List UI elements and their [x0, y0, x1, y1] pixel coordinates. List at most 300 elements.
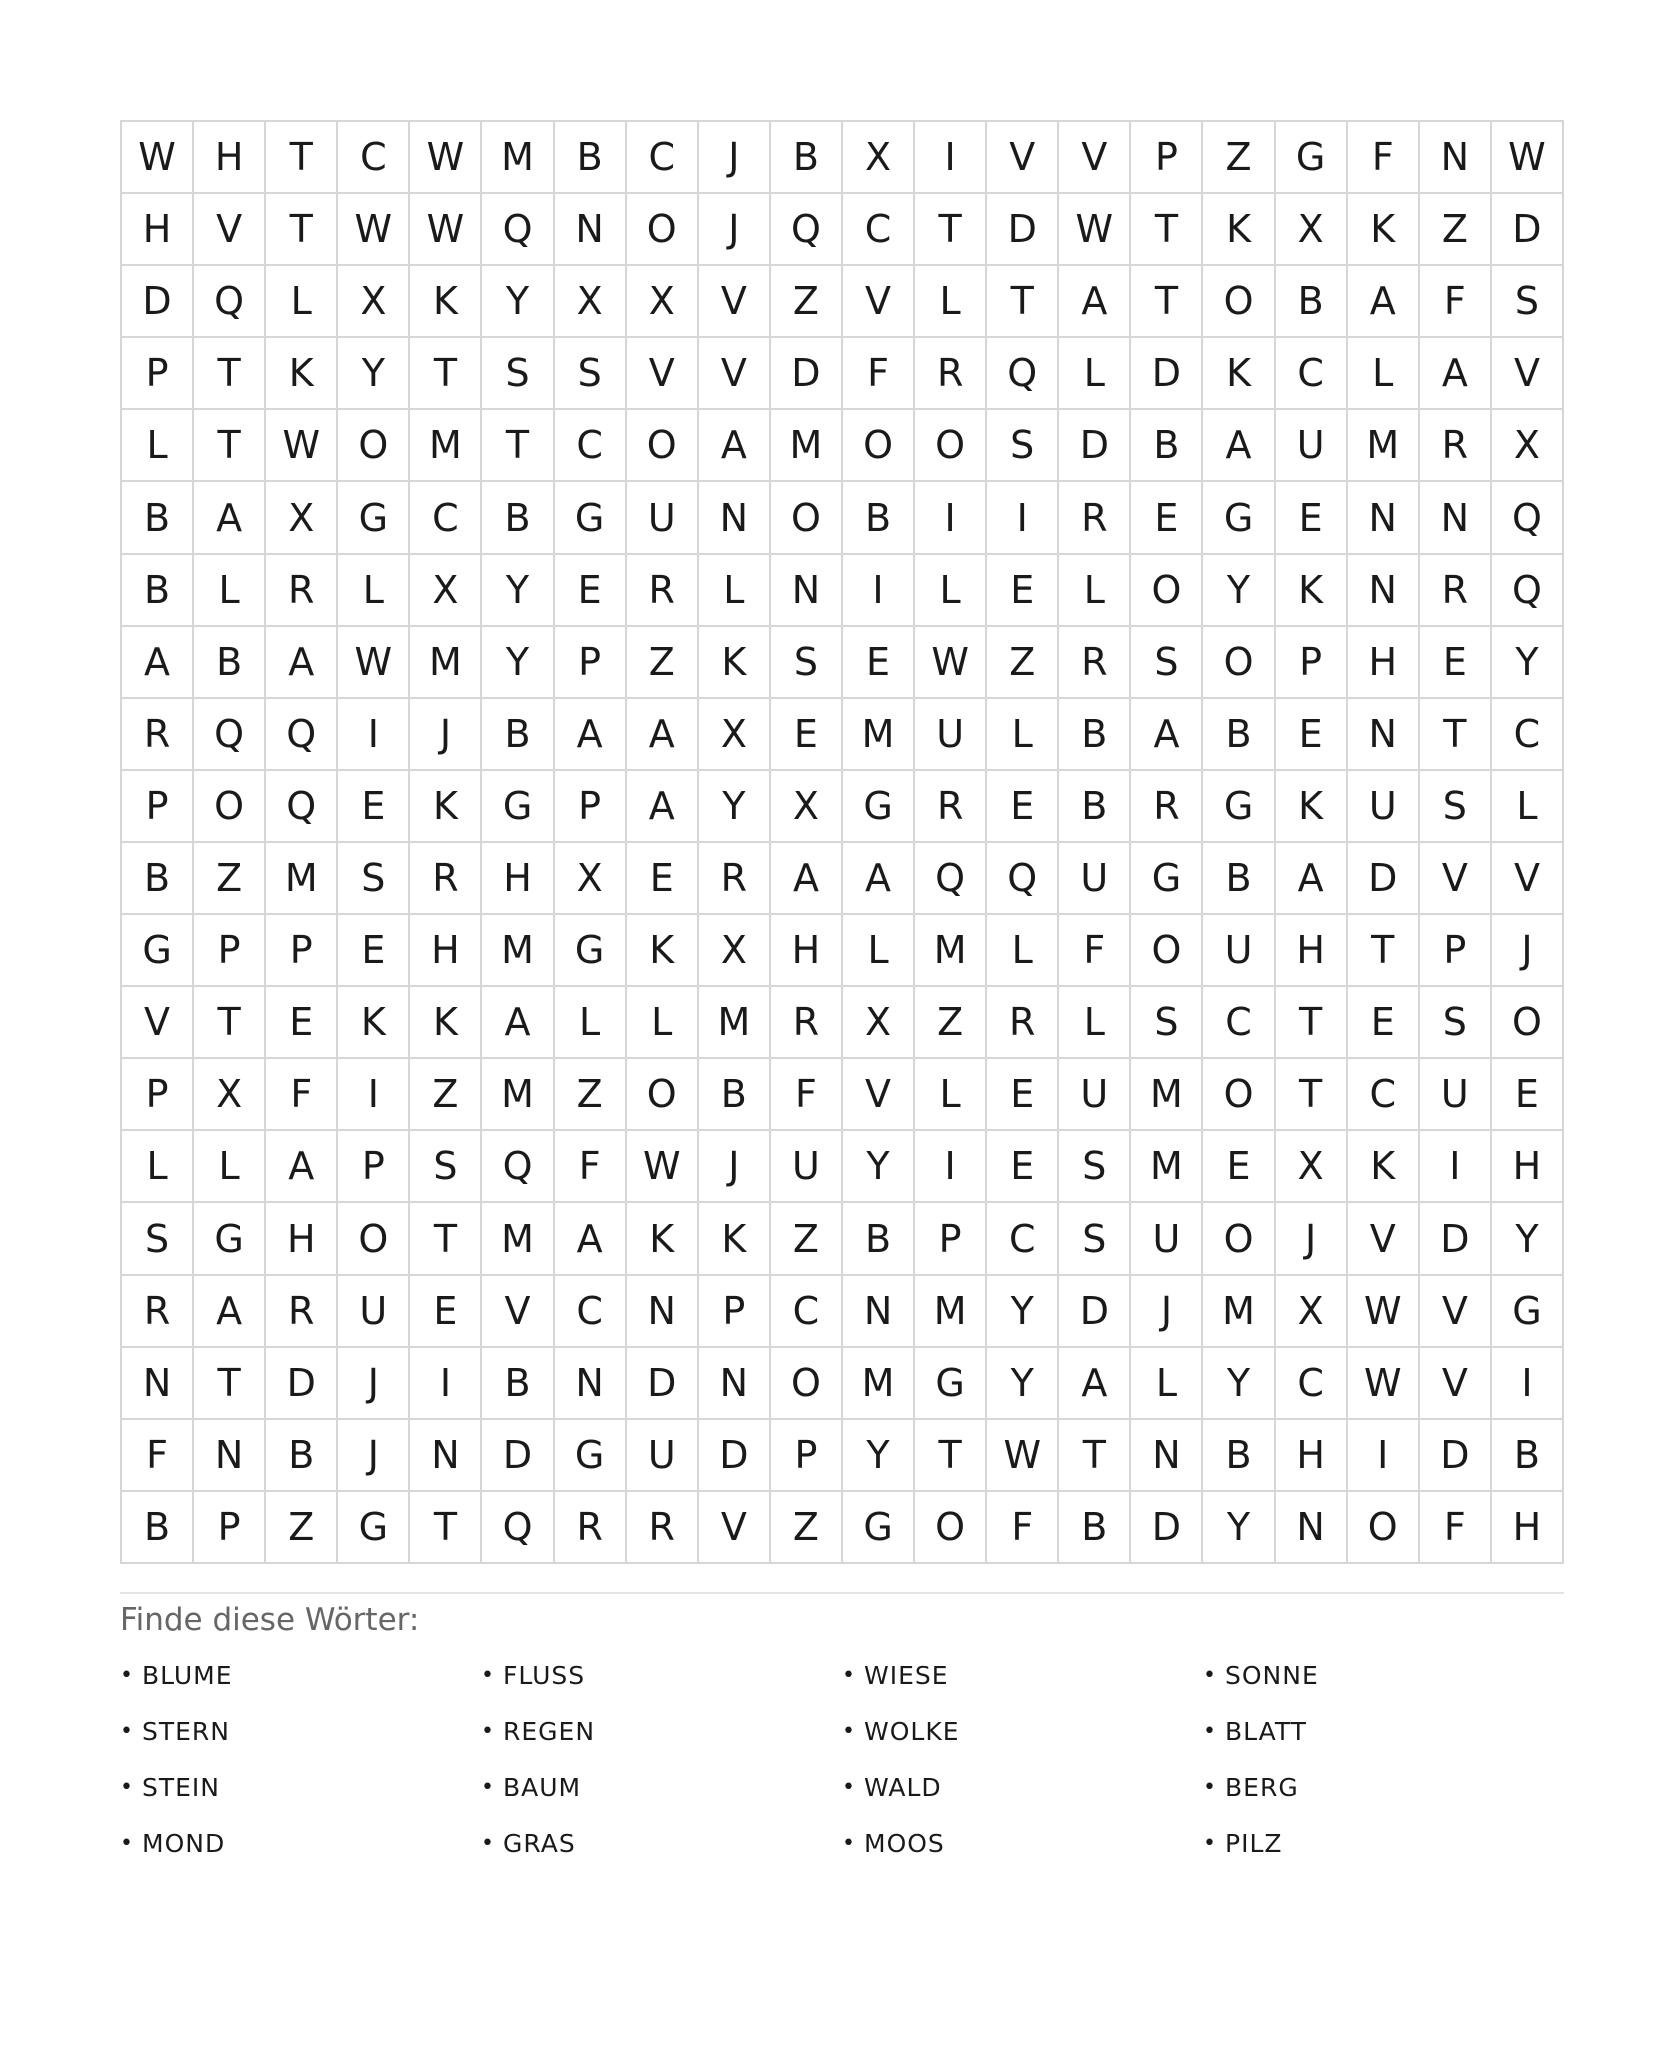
- grid-cell-r2-c10[interactable]: Q: [771, 194, 843, 266]
- grid-cell-r3-c10[interactable]: Z: [771, 266, 843, 338]
- grid-cell-r5-c7[interactable]: C: [555, 410, 627, 482]
- grid-cell-r17-c17[interactable]: X: [1276, 1276, 1348, 1348]
- grid-cell-r15-c4[interactable]: P: [338, 1131, 410, 1203]
- grid-cell-r20-c2[interactable]: P: [194, 1492, 266, 1564]
- grid-cell-r9-c10[interactable]: E: [771, 699, 843, 771]
- grid-cell-r5-c18[interactable]: M: [1348, 410, 1420, 482]
- grid-cell-r17-c3[interactable]: R: [266, 1276, 338, 1348]
- grid-cell-r11-c19[interactable]: V: [1420, 843, 1492, 915]
- grid-cell-r17-c7[interactable]: C: [555, 1276, 627, 1348]
- grid-cell-r6-c17[interactable]: E: [1276, 482, 1348, 554]
- grid-cell-r17-c11[interactable]: N: [843, 1276, 915, 1348]
- grid-cell-r5-c15[interactable]: B: [1131, 410, 1203, 482]
- grid-cell-r6-c15[interactable]: E: [1131, 482, 1203, 554]
- grid-cell-r19-c7[interactable]: G: [555, 1420, 627, 1492]
- grid-cell-r16-c14[interactable]: S: [1059, 1203, 1131, 1275]
- grid-cell-r8-c10[interactable]: S: [771, 627, 843, 699]
- grid-cell-r1-c11[interactable]: X: [843, 122, 915, 194]
- grid-cell-r7-c17[interactable]: K: [1276, 555, 1348, 627]
- grid-cell-r18-c12[interactable]: G: [915, 1348, 987, 1420]
- grid-cell-r2-c11[interactable]: C: [843, 194, 915, 266]
- grid-cell-r13-c9[interactable]: M: [699, 987, 771, 1059]
- grid-cell-r10-c20[interactable]: L: [1492, 771, 1564, 843]
- grid-cell-r15-c9[interactable]: J: [699, 1131, 771, 1203]
- grid-cell-r13-c11[interactable]: X: [843, 987, 915, 1059]
- grid-cell-r7-c6[interactable]: Y: [482, 555, 554, 627]
- grid-cell-r8-c2[interactable]: B: [194, 627, 266, 699]
- grid-cell-r6-c12[interactable]: I: [915, 482, 987, 554]
- grid-cell-r14-c14[interactable]: U: [1059, 1059, 1131, 1131]
- grid-cell-r15-c16[interactable]: E: [1203, 1131, 1275, 1203]
- grid-cell-r14-c13[interactable]: E: [987, 1059, 1059, 1131]
- grid-cell-r15-c1[interactable]: L: [122, 1131, 194, 1203]
- grid-cell-r20-c1[interactable]: B: [122, 1492, 194, 1564]
- grid-cell-r4-c8[interactable]: V: [627, 338, 699, 410]
- grid-cell-r14-c16[interactable]: O: [1203, 1059, 1275, 1131]
- grid-cell-r15-c13[interactable]: E: [987, 1131, 1059, 1203]
- grid-cell-r5-c17[interactable]: U: [1276, 410, 1348, 482]
- grid-cell-r5-c8[interactable]: O: [627, 410, 699, 482]
- grid-cell-r3-c20[interactable]: S: [1492, 266, 1564, 338]
- grid-cell-r15-c15[interactable]: M: [1131, 1131, 1203, 1203]
- grid-cell-r1-c20[interactable]: W: [1492, 122, 1564, 194]
- grid-cell-r10-c6[interactable]: G: [482, 771, 554, 843]
- grid-cell-r14-c1[interactable]: P: [122, 1059, 194, 1131]
- grid-cell-r19-c9[interactable]: D: [699, 1420, 771, 1492]
- grid-cell-r19-c20[interactable]: B: [1492, 1420, 1564, 1492]
- grid-cell-r17-c19[interactable]: V: [1420, 1276, 1492, 1348]
- grid-cell-r12-c9[interactable]: X: [699, 915, 771, 987]
- grid-cell-r5-c5[interactable]: M: [410, 410, 482, 482]
- grid-cell-r8-c19[interactable]: E: [1420, 627, 1492, 699]
- grid-cell-r17-c20[interactable]: G: [1492, 1276, 1564, 1348]
- grid-cell-r6-c2[interactable]: A: [194, 482, 266, 554]
- grid-cell-r6-c14[interactable]: R: [1059, 482, 1131, 554]
- grid-cell-r16-c9[interactable]: K: [699, 1203, 771, 1275]
- grid-cell-r14-c8[interactable]: O: [627, 1059, 699, 1131]
- grid-cell-r16-c6[interactable]: M: [482, 1203, 554, 1275]
- grid-cell-r8-c7[interactable]: P: [555, 627, 627, 699]
- grid-cell-r8-c6[interactable]: Y: [482, 627, 554, 699]
- grid-cell-r7-c13[interactable]: E: [987, 555, 1059, 627]
- grid-cell-r8-c12[interactable]: W: [915, 627, 987, 699]
- grid-cell-r16-c12[interactable]: P: [915, 1203, 987, 1275]
- grid-cell-r15-c20[interactable]: H: [1492, 1131, 1564, 1203]
- grid-cell-r3-c12[interactable]: L: [915, 266, 987, 338]
- grid-cell-r1-c3[interactable]: T: [266, 122, 338, 194]
- grid-cell-r1-c1[interactable]: W: [122, 122, 194, 194]
- grid-cell-r1-c8[interactable]: C: [627, 122, 699, 194]
- grid-cell-r9-c19[interactable]: T: [1420, 699, 1492, 771]
- grid-cell-r1-c15[interactable]: P: [1131, 122, 1203, 194]
- grid-cell-r5-c3[interactable]: W: [266, 410, 338, 482]
- grid-cell-r18-c3[interactable]: D: [266, 1348, 338, 1420]
- grid-cell-r6-c7[interactable]: G: [555, 482, 627, 554]
- grid-cell-r17-c15[interactable]: J: [1131, 1276, 1203, 1348]
- grid-cell-r15-c12[interactable]: I: [915, 1131, 987, 1203]
- grid-cell-r8-c4[interactable]: W: [338, 627, 410, 699]
- grid-cell-r15-c19[interactable]: I: [1420, 1131, 1492, 1203]
- grid-cell-r12-c16[interactable]: U: [1203, 915, 1275, 987]
- grid-cell-r10-c18[interactable]: U: [1348, 771, 1420, 843]
- grid-cell-r5-c4[interactable]: O: [338, 410, 410, 482]
- grid-cell-r12-c15[interactable]: O: [1131, 915, 1203, 987]
- grid-cell-r15-c17[interactable]: X: [1276, 1131, 1348, 1203]
- grid-cell-r10-c9[interactable]: Y: [699, 771, 771, 843]
- grid-cell-r9-c13[interactable]: L: [987, 699, 1059, 771]
- grid-cell-r11-c11[interactable]: A: [843, 843, 915, 915]
- grid-cell-r2-c19[interactable]: Z: [1420, 194, 1492, 266]
- grid-cell-r14-c9[interactable]: B: [699, 1059, 771, 1131]
- grid-cell-r7-c3[interactable]: R: [266, 555, 338, 627]
- grid-cell-r6-c6[interactable]: B: [482, 482, 554, 554]
- grid-cell-r20-c17[interactable]: N: [1276, 1492, 1348, 1564]
- grid-cell-r13-c15[interactable]: S: [1131, 987, 1203, 1059]
- grid-cell-r5-c14[interactable]: D: [1059, 410, 1131, 482]
- grid-cell-r2-c16[interactable]: K: [1203, 194, 1275, 266]
- grid-cell-r9-c11[interactable]: M: [843, 699, 915, 771]
- grid-cell-r2-c8[interactable]: O: [627, 194, 699, 266]
- grid-cell-r7-c18[interactable]: N: [1348, 555, 1420, 627]
- grid-cell-r5-c16[interactable]: A: [1203, 410, 1275, 482]
- grid-cell-r2-c15[interactable]: T: [1131, 194, 1203, 266]
- grid-cell-r1-c2[interactable]: H: [194, 122, 266, 194]
- grid-cell-r16-c7[interactable]: A: [555, 1203, 627, 1275]
- grid-cell-r13-c1[interactable]: V: [122, 987, 194, 1059]
- grid-cell-r3-c15[interactable]: T: [1131, 266, 1203, 338]
- grid-cell-r1-c5[interactable]: W: [410, 122, 482, 194]
- grid-cell-r20-c3[interactable]: Z: [266, 1492, 338, 1564]
- grid-cell-r10-c2[interactable]: O: [194, 771, 266, 843]
- grid-cell-r7-c2[interactable]: L: [194, 555, 266, 627]
- grid-cell-r8-c9[interactable]: K: [699, 627, 771, 699]
- grid-cell-r7-c14[interactable]: L: [1059, 555, 1131, 627]
- grid-cell-r8-c18[interactable]: H: [1348, 627, 1420, 699]
- grid-cell-r15-c2[interactable]: L: [194, 1131, 266, 1203]
- grid-cell-r18-c6[interactable]: B: [482, 1348, 554, 1420]
- grid-cell-r3-c5[interactable]: K: [410, 266, 482, 338]
- grid-cell-r12-c6[interactable]: M: [482, 915, 554, 987]
- grid-cell-r20-c13[interactable]: F: [987, 1492, 1059, 1564]
- grid-cell-r2-c7[interactable]: N: [555, 194, 627, 266]
- grid-cell-r20-c11[interactable]: G: [843, 1492, 915, 1564]
- grid-cell-r8-c16[interactable]: O: [1203, 627, 1275, 699]
- grid-cell-r19-c19[interactable]: D: [1420, 1420, 1492, 1492]
- grid-cell-r17-c2[interactable]: A: [194, 1276, 266, 1348]
- grid-cell-r1-c17[interactable]: G: [1276, 122, 1348, 194]
- grid-cell-r18-c13[interactable]: Y: [987, 1348, 1059, 1420]
- grid-cell-r19-c5[interactable]: N: [410, 1420, 482, 1492]
- grid-cell-r14-c7[interactable]: Z: [555, 1059, 627, 1131]
- grid-cell-r1-c18[interactable]: F: [1348, 122, 1420, 194]
- grid-cell-r4-c20[interactable]: V: [1492, 338, 1564, 410]
- grid-cell-r11-c13[interactable]: Q: [987, 843, 1059, 915]
- grid-cell-r7-c11[interactable]: I: [843, 555, 915, 627]
- grid-cell-r12-c17[interactable]: H: [1276, 915, 1348, 987]
- grid-cell-r20-c7[interactable]: R: [555, 1492, 627, 1564]
- grid-cell-r9-c9[interactable]: X: [699, 699, 771, 771]
- grid-cell-r4-c19[interactable]: A: [1420, 338, 1492, 410]
- grid-cell-r9-c17[interactable]: E: [1276, 699, 1348, 771]
- grid-cell-r11-c14[interactable]: U: [1059, 843, 1131, 915]
- grid-cell-r11-c9[interactable]: R: [699, 843, 771, 915]
- grid-cell-r18-c4[interactable]: J: [338, 1348, 410, 1420]
- grid-cell-r8-c8[interactable]: Z: [627, 627, 699, 699]
- grid-cell-r13-c4[interactable]: K: [338, 987, 410, 1059]
- grid-cell-r2-c20[interactable]: D: [1492, 194, 1564, 266]
- grid-cell-r11-c5[interactable]: R: [410, 843, 482, 915]
- grid-cell-r8-c11[interactable]: E: [843, 627, 915, 699]
- grid-cell-r13-c18[interactable]: E: [1348, 987, 1420, 1059]
- grid-cell-r8-c5[interactable]: M: [410, 627, 482, 699]
- grid-cell-r19-c16[interactable]: B: [1203, 1420, 1275, 1492]
- grid-cell-r4-c12[interactable]: R: [915, 338, 987, 410]
- grid-cell-r1-c19[interactable]: N: [1420, 122, 1492, 194]
- grid-cell-r15-c10[interactable]: U: [771, 1131, 843, 1203]
- grid-cell-r13-c13[interactable]: R: [987, 987, 1059, 1059]
- grid-cell-r4-c16[interactable]: K: [1203, 338, 1275, 410]
- grid-cell-r6-c18[interactable]: N: [1348, 482, 1420, 554]
- grid-cell-r12-c14[interactable]: F: [1059, 915, 1131, 987]
- grid-cell-r9-c16[interactable]: B: [1203, 699, 1275, 771]
- grid-cell-r3-c3[interactable]: L: [266, 266, 338, 338]
- grid-cell-r12-c12[interactable]: M: [915, 915, 987, 987]
- grid-cell-r4-c18[interactable]: L: [1348, 338, 1420, 410]
- grid-cell-r13-c14[interactable]: L: [1059, 987, 1131, 1059]
- grid-cell-r19-c2[interactable]: N: [194, 1420, 266, 1492]
- grid-cell-r13-c20[interactable]: O: [1492, 987, 1564, 1059]
- grid-cell-r11-c3[interactable]: M: [266, 843, 338, 915]
- grid-cell-r9-c3[interactable]: Q: [266, 699, 338, 771]
- grid-cell-r10-c7[interactable]: P: [555, 771, 627, 843]
- grid-cell-r12-c1[interactable]: G: [122, 915, 194, 987]
- grid-cell-r16-c20[interactable]: Y: [1492, 1203, 1564, 1275]
- grid-cell-r2-c17[interactable]: X: [1276, 194, 1348, 266]
- grid-cell-r18-c16[interactable]: Y: [1203, 1348, 1275, 1420]
- grid-cell-r19-c6[interactable]: D: [482, 1420, 554, 1492]
- grid-cell-r9-c12[interactable]: U: [915, 699, 987, 771]
- grid-cell-r6-c20[interactable]: Q: [1492, 482, 1564, 554]
- grid-cell-r3-c17[interactable]: B: [1276, 266, 1348, 338]
- grid-cell-r12-c3[interactable]: P: [266, 915, 338, 987]
- grid-cell-r1-c14[interactable]: V: [1059, 122, 1131, 194]
- grid-cell-r17-c18[interactable]: W: [1348, 1276, 1420, 1348]
- grid-cell-r1-c16[interactable]: Z: [1203, 122, 1275, 194]
- grid-cell-r13-c6[interactable]: A: [482, 987, 554, 1059]
- grid-cell-r3-c1[interactable]: D: [122, 266, 194, 338]
- grid-cell-r3-c16[interactable]: O: [1203, 266, 1275, 338]
- grid-cell-r3-c6[interactable]: Y: [482, 266, 554, 338]
- grid-cell-r14-c5[interactable]: Z: [410, 1059, 482, 1131]
- grid-cell-r1-c9[interactable]: J: [699, 122, 771, 194]
- grid-cell-r4-c14[interactable]: L: [1059, 338, 1131, 410]
- grid-cell-r16-c5[interactable]: T: [410, 1203, 482, 1275]
- grid-cell-r10-c16[interactable]: G: [1203, 771, 1275, 843]
- grid-cell-r9-c8[interactable]: A: [627, 699, 699, 771]
- grid-cell-r9-c6[interactable]: B: [482, 699, 554, 771]
- grid-cell-r14-c2[interactable]: X: [194, 1059, 266, 1131]
- grid-cell-r14-c19[interactable]: U: [1420, 1059, 1492, 1131]
- grid-cell-r5-c12[interactable]: O: [915, 410, 987, 482]
- grid-cell-r10-c19[interactable]: S: [1420, 771, 1492, 843]
- grid-cell-r6-c13[interactable]: I: [987, 482, 1059, 554]
- grid-cell-r14-c12[interactable]: L: [915, 1059, 987, 1131]
- grid-cell-r8-c20[interactable]: Y: [1492, 627, 1564, 699]
- grid-cell-r9-c15[interactable]: A: [1131, 699, 1203, 771]
- grid-cell-r16-c13[interactable]: C: [987, 1203, 1059, 1275]
- grid-cell-r11-c6[interactable]: H: [482, 843, 554, 915]
- grid-cell-r18-c10[interactable]: O: [771, 1348, 843, 1420]
- grid-cell-r2-c14[interactable]: W: [1059, 194, 1131, 266]
- grid-cell-r13-c7[interactable]: L: [555, 987, 627, 1059]
- grid-cell-r15-c6[interactable]: Q: [482, 1131, 554, 1203]
- grid-cell-r11-c7[interactable]: X: [555, 843, 627, 915]
- grid-cell-r3-c4[interactable]: X: [338, 266, 410, 338]
- grid-cell-r9-c1[interactable]: R: [122, 699, 194, 771]
- grid-cell-r18-c2[interactable]: T: [194, 1348, 266, 1420]
- grid-cell-r3-c11[interactable]: V: [843, 266, 915, 338]
- grid-cell-r1-c13[interactable]: V: [987, 122, 1059, 194]
- grid-cell-r2-c4[interactable]: W: [338, 194, 410, 266]
- grid-cell-r19-c15[interactable]: N: [1131, 1420, 1203, 1492]
- grid-cell-r16-c10[interactable]: Z: [771, 1203, 843, 1275]
- grid-cell-r4-c2[interactable]: T: [194, 338, 266, 410]
- grid-cell-r12-c4[interactable]: E: [338, 915, 410, 987]
- grid-cell-r17-c10[interactable]: C: [771, 1276, 843, 1348]
- grid-cell-r2-c5[interactable]: W: [410, 194, 482, 266]
- grid-cell-r2-c18[interactable]: K: [1348, 194, 1420, 266]
- grid-cell-r17-c1[interactable]: R: [122, 1276, 194, 1348]
- grid-cell-r12-c18[interactable]: T: [1348, 915, 1420, 987]
- grid-cell-r20-c12[interactable]: O: [915, 1492, 987, 1564]
- grid-cell-r3-c7[interactable]: X: [555, 266, 627, 338]
- grid-cell-r13-c16[interactable]: C: [1203, 987, 1275, 1059]
- grid-cell-r17-c5[interactable]: E: [410, 1276, 482, 1348]
- grid-cell-r7-c8[interactable]: R: [627, 555, 699, 627]
- grid-cell-r5-c11[interactable]: O: [843, 410, 915, 482]
- grid-cell-r19-c4[interactable]: J: [338, 1420, 410, 1492]
- grid-cell-r8-c14[interactable]: R: [1059, 627, 1131, 699]
- grid-cell-r9-c18[interactable]: N: [1348, 699, 1420, 771]
- grid-cell-r20-c8[interactable]: R: [627, 1492, 699, 1564]
- grid-cell-r2-c9[interactable]: J: [699, 194, 771, 266]
- grid-cell-r18-c1[interactable]: N: [122, 1348, 194, 1420]
- grid-cell-r10-c15[interactable]: R: [1131, 771, 1203, 843]
- grid-cell-r10-c12[interactable]: R: [915, 771, 987, 843]
- grid-cell-r11-c10[interactable]: A: [771, 843, 843, 915]
- grid-cell-r18-c15[interactable]: L: [1131, 1348, 1203, 1420]
- grid-cell-r1-c10[interactable]: B: [771, 122, 843, 194]
- grid-cell-r4-c7[interactable]: S: [555, 338, 627, 410]
- grid-cell-r7-c7[interactable]: E: [555, 555, 627, 627]
- grid-cell-r19-c13[interactable]: W: [987, 1420, 1059, 1492]
- grid-cell-r20-c15[interactable]: D: [1131, 1492, 1203, 1564]
- grid-cell-r14-c10[interactable]: F: [771, 1059, 843, 1131]
- grid-cell-r2-c3[interactable]: T: [266, 194, 338, 266]
- grid-cell-r3-c14[interactable]: A: [1059, 266, 1131, 338]
- grid-cell-r19-c1[interactable]: F: [122, 1420, 194, 1492]
- grid-cell-r4-c13[interactable]: Q: [987, 338, 1059, 410]
- grid-cell-r19-c12[interactable]: T: [915, 1420, 987, 1492]
- grid-cell-r5-c19[interactable]: R: [1420, 410, 1492, 482]
- grid-cell-r18-c7[interactable]: N: [555, 1348, 627, 1420]
- grid-cell-r5-c1[interactable]: L: [122, 410, 194, 482]
- grid-cell-r5-c20[interactable]: X: [1492, 410, 1564, 482]
- grid-cell-r7-c10[interactable]: N: [771, 555, 843, 627]
- grid-cell-r8-c1[interactable]: A: [122, 627, 194, 699]
- grid-cell-r2-c1[interactable]: H: [122, 194, 194, 266]
- grid-cell-r9-c5[interactable]: J: [410, 699, 482, 771]
- grid-cell-r6-c1[interactable]: B: [122, 482, 194, 554]
- grid-cell-r4-c10[interactable]: D: [771, 338, 843, 410]
- grid-cell-r18-c17[interactable]: C: [1276, 1348, 1348, 1420]
- grid-cell-r4-c15[interactable]: D: [1131, 338, 1203, 410]
- grid-cell-r16-c17[interactable]: J: [1276, 1203, 1348, 1275]
- grid-cell-r6-c9[interactable]: N: [699, 482, 771, 554]
- grid-cell-r11-c18[interactable]: D: [1348, 843, 1420, 915]
- grid-cell-r8-c17[interactable]: P: [1276, 627, 1348, 699]
- grid-cell-r9-c20[interactable]: C: [1492, 699, 1564, 771]
- grid-cell-r4-c6[interactable]: S: [482, 338, 554, 410]
- grid-cell-r11-c17[interactable]: A: [1276, 843, 1348, 915]
- grid-cell-r8-c13[interactable]: Z: [987, 627, 1059, 699]
- grid-cell-r11-c16[interactable]: B: [1203, 843, 1275, 915]
- grid-cell-r15-c18[interactable]: K: [1348, 1131, 1420, 1203]
- grid-cell-r15-c5[interactable]: S: [410, 1131, 482, 1203]
- grid-cell-r11-c4[interactable]: S: [338, 843, 410, 915]
- grid-cell-r12-c2[interactable]: P: [194, 915, 266, 987]
- grid-cell-r12-c13[interactable]: L: [987, 915, 1059, 987]
- grid-cell-r11-c1[interactable]: B: [122, 843, 194, 915]
- grid-cell-r17-c13[interactable]: Y: [987, 1276, 1059, 1348]
- grid-cell-r10-c10[interactable]: X: [771, 771, 843, 843]
- grid-cell-r19-c18[interactable]: I: [1348, 1420, 1420, 1492]
- grid-cell-r11-c12[interactable]: Q: [915, 843, 987, 915]
- grid-cell-r5-c2[interactable]: T: [194, 410, 266, 482]
- grid-cell-r18-c14[interactable]: A: [1059, 1348, 1131, 1420]
- grid-cell-r18-c19[interactable]: V: [1420, 1348, 1492, 1420]
- grid-cell-r9-c14[interactable]: B: [1059, 699, 1131, 771]
- grid-cell-r14-c6[interactable]: M: [482, 1059, 554, 1131]
- grid-cell-r13-c12[interactable]: Z: [915, 987, 987, 1059]
- grid-cell-r16-c8[interactable]: K: [627, 1203, 699, 1275]
- grid-cell-r20-c5[interactable]: T: [410, 1492, 482, 1564]
- grid-cell-r16-c15[interactable]: U: [1131, 1203, 1203, 1275]
- grid-cell-r13-c10[interactable]: R: [771, 987, 843, 1059]
- grid-cell-r19-c17[interactable]: H: [1276, 1420, 1348, 1492]
- grid-cell-r7-c20[interactable]: Q: [1492, 555, 1564, 627]
- grid-cell-r10-c11[interactable]: G: [843, 771, 915, 843]
- grid-cell-r1-c12[interactable]: I: [915, 122, 987, 194]
- grid-cell-r6-c11[interactable]: B: [843, 482, 915, 554]
- grid-cell-r6-c3[interactable]: X: [266, 482, 338, 554]
- grid-cell-r1-c4[interactable]: C: [338, 122, 410, 194]
- grid-cell-r15-c8[interactable]: W: [627, 1131, 699, 1203]
- grid-cell-r4-c3[interactable]: K: [266, 338, 338, 410]
- grid-cell-r20-c16[interactable]: Y: [1203, 1492, 1275, 1564]
- grid-cell-r7-c9[interactable]: L: [699, 555, 771, 627]
- grid-cell-r18-c5[interactable]: I: [410, 1348, 482, 1420]
- grid-cell-r10-c4[interactable]: E: [338, 771, 410, 843]
- grid-cell-r20-c19[interactable]: F: [1420, 1492, 1492, 1564]
- grid-cell-r3-c19[interactable]: F: [1420, 266, 1492, 338]
- grid-cell-r2-c2[interactable]: V: [194, 194, 266, 266]
- grid-cell-r5-c9[interactable]: A: [699, 410, 771, 482]
- grid-cell-r3-c18[interactable]: A: [1348, 266, 1420, 338]
- grid-cell-r15-c14[interactable]: S: [1059, 1131, 1131, 1203]
- grid-cell-r11-c20[interactable]: V: [1492, 843, 1564, 915]
- grid-cell-r20-c9[interactable]: V: [699, 1492, 771, 1564]
